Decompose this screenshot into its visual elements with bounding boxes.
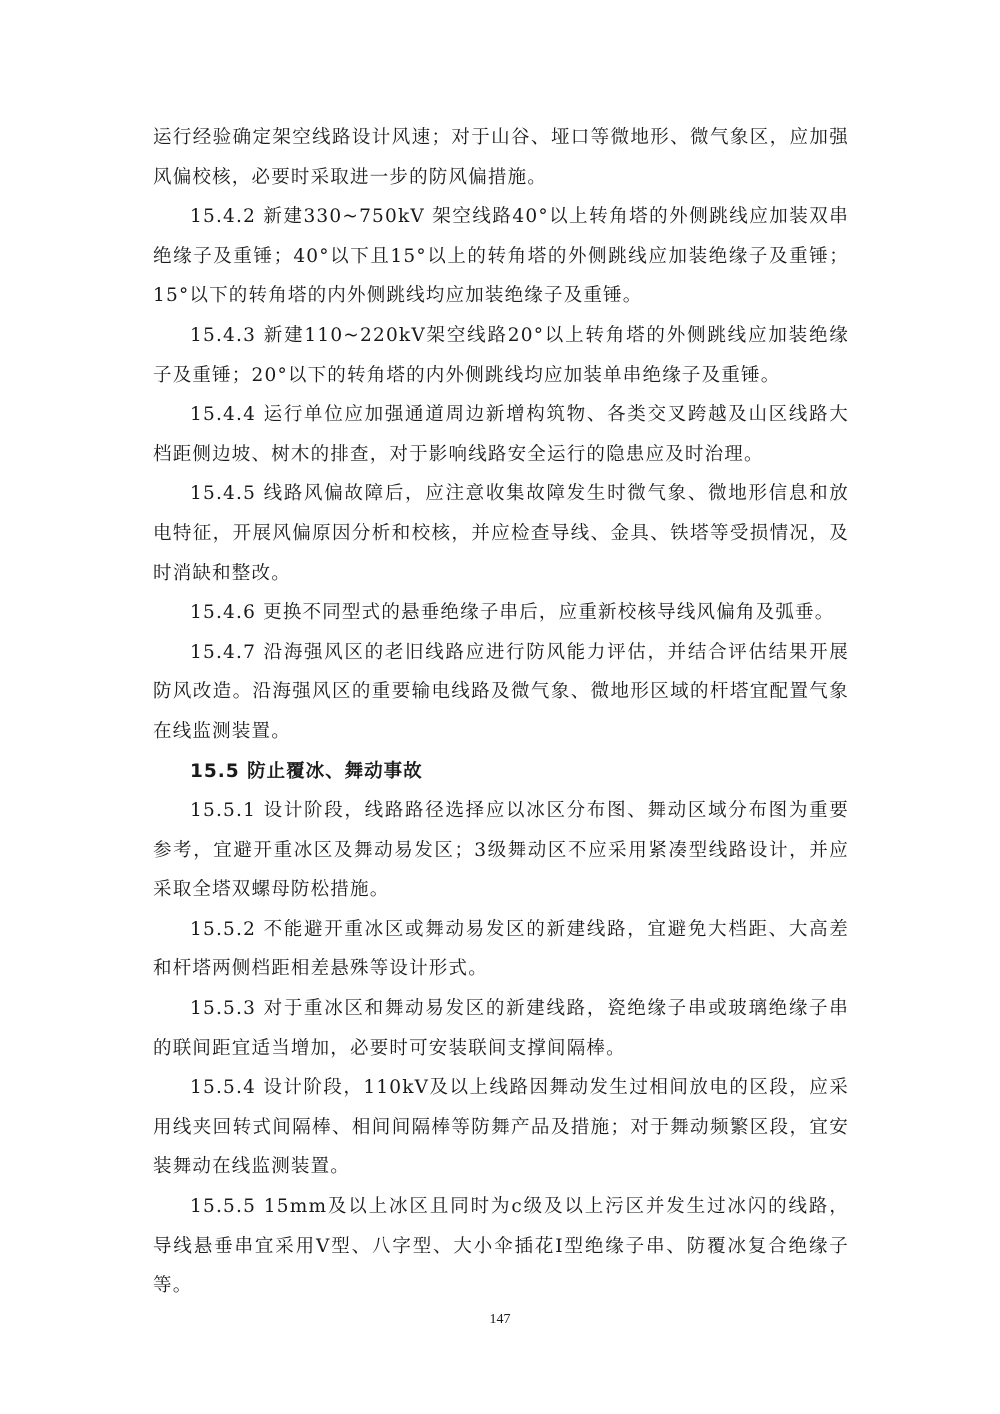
- paragraph-15-4-4: 15.4.4 运行单位应加强通道周边新增构筑物、各类交叉跨越及山区线路大档距侧边坡、树木的排查，对于影响线路安全运行的隐患应及时治理。: [153, 404, 849, 465]
- page-number: 147: [489, 1312, 511, 1327]
- paragraph-15-5-1: 15.5.1 设计阶段，线路路径选择应以冰区分布图、舞动区域分布图为重要参考，宜避开重冰区及舞动易发区；3级舞动区不应采用紧凑型线路设计，并应采取全塔双螺母防松措施。: [153, 800, 849, 901]
- document-body: [153, 118, 849, 1306]
- paragraph-15-4-3: 15.4.3 新建110~220kV架空线路20°以上转角塔的外侧跳线应加装绝缘子及重锤；20°以下的转角塔的内外侧跳线均应加装单串绝缘子及重锤。: [153, 324, 849, 386]
- paragraph-15-5-2: 15.5.2 不能避开重冰区或舞动易发区的新建线路，宜避免大档距、大高差和杆塔两侧档距相差悬殊等设计形式。: [153, 918, 849, 980]
- paragraph-15-4-7: 15.4.7 沿海强风区的老旧线路应进行防风能力评估，并结合评估结果开展防风改造。沿海强风区的重要输电线路及微气象、微地形区域的杆塔宜配置气象在线监测装置。: [153, 641, 849, 742]
- paragraph-15-5-3: 15.5.3 对于重冰区和舞动易发区的新建线路，瓷绝缘子串或玻璃绝缘子串的联间距宜适当增加，必要时可安装联间支撑间隔棒。: [153, 998, 849, 1059]
- section-heading-15-5: 15.5 防止覆冰、舞动事故: [190, 760, 423, 782]
- paragraph-15-5-5: 15.5.5 15mm及以上冰区且同时为c级及以上污区并发生过冰闪的线路，导线悬垂串宜采用V型、八字型、大小伞插花I型绝缘子串、防覆冰复合绝缘子等。: [153, 1196, 849, 1297]
- paragraph-15-4-6: 15.4.6 更换不同型式的悬垂绝缘子串后，应重新校核导线风偏角及弧垂。: [190, 602, 835, 624]
- paragraph-15-4-2: 15.4.2 新建330~750kV 架空线路40°以上转角塔的外侧跳线应加装双串绝缘子及重锤；40°以下且15°以上的转角塔的外侧跳线应加装绝缘子及重锤；15°以下的转角塔的内外侧跳线均应加装绝缘子及重锤。: [153, 206, 849, 307]
- paragraph-15-5-4: 15.5.4 设计阶段，110kV及以上线路因舞动发生过相间放电的区段，应采用线夹回转式间隔棒、相间间隔棒等防舞产品及措施；对于舞动频繁区段，宜安装舞动在线监测装置。: [153, 1077, 849, 1178]
- paragraph-15-4-5: 15.4.5 线路风偏故障后，应注意收集故障发生时微气象、微地形信息和放电特征，开展风偏原因分析和校核，并应检查导线、金具、铁塔等受损情况，及时消缺和整改。: [153, 483, 849, 584]
- paragraph-continued: 运行经验确定架空线路设计风速；对于山谷、垭口等微地形、微气象区，应加强风偏校核，必要时采取进一步的防风偏措施。: [153, 127, 849, 188]
